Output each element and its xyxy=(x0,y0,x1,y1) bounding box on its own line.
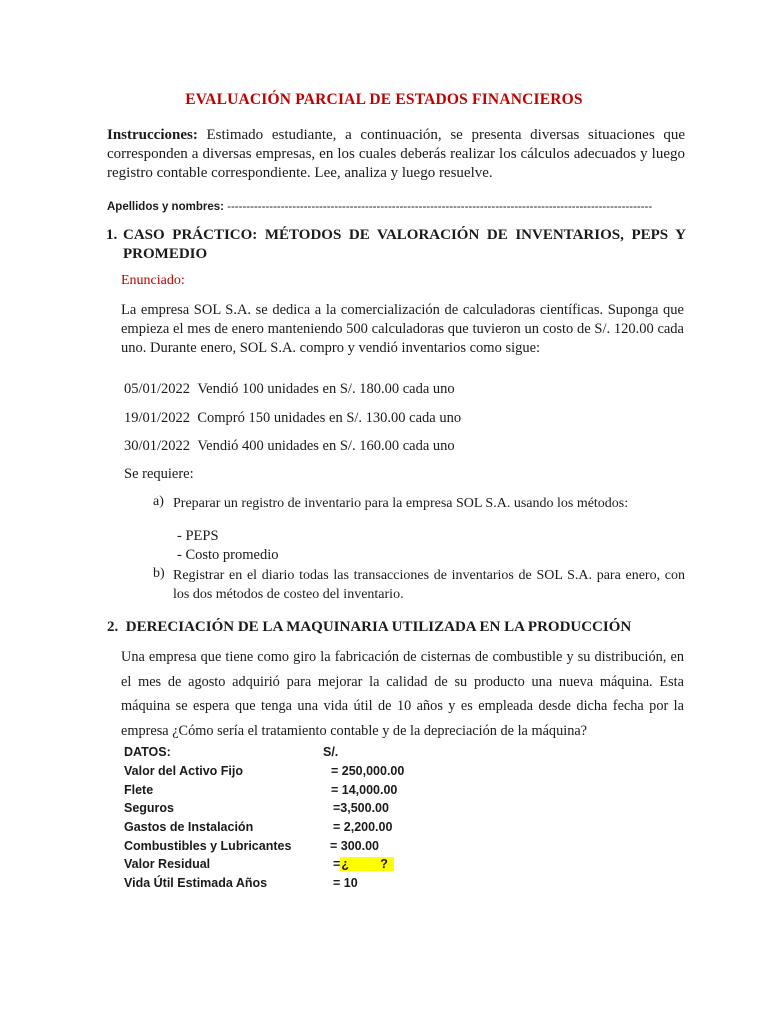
method-average-cost: - Costo promedio xyxy=(177,547,279,563)
data-row-value: = 10 xyxy=(333,876,358,890)
transaction-text: Vendió 400 unidades en S/. 160.00 cada uno xyxy=(197,438,455,454)
section1-title-line2: PROMEDIO xyxy=(123,246,208,262)
instructions-text: Estimado estudiante, a continuación, se presenta diversas situaciones que corresponden a diversas empresas, en los cuales deberás realizar los cálculos adecuados y luego registro contable correspondiente. Lee, analiza y luego resuelve. xyxy=(107,127,685,181)
section1-number: 1. xyxy=(106,227,118,243)
student-name-line xyxy=(107,201,652,213)
section1-statement: La empresa SOL S.A. se dedica a la comercialización de calculadoras científicas. Suponga que empieza el mes de enero manteniendo 500 calculadoras que tuvieron un costo de S/. 120.00 cada uno. Durante enero, SOL S.A. compro y vendió inventarios como sigue: xyxy=(121,302,684,356)
requirements-label: Se requiere: xyxy=(124,466,194,482)
section2-number: 2. xyxy=(107,619,119,635)
data-row-value: = 250,000.00 xyxy=(331,764,405,778)
transaction-date: 19/01/2022 xyxy=(124,410,191,426)
data-row-label: Valor Residual xyxy=(124,857,211,871)
data-row-value: = 2,200.00 xyxy=(333,820,393,834)
transaction-date: 05/01/2022 xyxy=(124,381,191,397)
residual-value-highlight: ¿ ? xyxy=(340,857,394,871)
document-title: EVALUACIÓN PARCIAL DE ESTADOS FINANCIEROS xyxy=(185,91,583,108)
requirement-a-label: a) xyxy=(153,494,164,509)
data-row-value: =3,500.00 xyxy=(333,801,389,815)
requirement-a-text: Preparar un registro de inventario para la empresa SOL S.A. usando los métodos: xyxy=(173,496,629,511)
transaction-row xyxy=(124,381,455,398)
residual-value-prefix: = xyxy=(333,857,341,871)
instructions xyxy=(107,126,685,183)
requirement-b-label: b) xyxy=(153,566,165,581)
data-row-value: = 300.00 xyxy=(330,839,380,853)
transaction-date: 30/01/2022 xyxy=(124,438,191,454)
data-row-label: Gastos de Instalación xyxy=(124,820,254,834)
method-peps: - PEPS xyxy=(177,528,219,544)
data-header-label: DATOS: xyxy=(124,745,171,759)
enunciado-label: Enunciado: xyxy=(121,273,185,288)
student-name-label: Apellidos y nombres: xyxy=(107,201,224,213)
section1-title: CASO PRÁCTICO: MÉTODOS DE VALORACIÓN DE INVENTARIOS, PEPS Y xyxy=(123,227,686,243)
data-header-currency: S/. xyxy=(323,745,339,759)
residual-value xyxy=(333,857,394,871)
data-row-label: Valor del Activo Fijo xyxy=(124,764,244,778)
transaction-row xyxy=(124,410,461,427)
transaction-row xyxy=(124,438,455,455)
data-row-value: = 14,000.00 xyxy=(331,783,398,797)
instructions-label: Instrucciones: xyxy=(107,127,198,143)
data-row-label: Vida Útil Estimada Años xyxy=(124,876,268,890)
data-row-label: Seguros xyxy=(124,801,175,815)
student-name-blank: --------------------------------------------------------------------------------------------------------------- xyxy=(223,201,653,213)
section2-statement: Una empresa que tiene como giro la fabricación de cisternas de combustible y su distribución, en el mes de agosto adquirió para mejorar la calidad de su producto una nueva máquina. Esta máquina se espera que tenga una vida útil de 10 años y es empleada desde dicha fecha por la empresa ¿Cómo sería el tratamiento contable y de la depreciación de la máquina? xyxy=(121,649,684,739)
transaction-text: Vendió 100 unidades en S/. 180.00 cada uno xyxy=(197,381,455,397)
section2-heading xyxy=(107,619,631,636)
transaction-text: Compró 150 unidades en S/. 130.00 cada uno xyxy=(197,410,462,426)
section2-title: DERECIACIÓN DE LA MAQUINARIA UTILIZADA EN LA PRODUCCIÓN xyxy=(125,619,632,635)
data-row-label: Flete xyxy=(124,783,154,797)
data-row-label: Combustibles y Lubricantes xyxy=(124,839,292,853)
requirement-b-text: Registrar en el diario todas las transacciones de inventarios de SOL S.A. para enero, con los dos métodos de costeo del inventario. xyxy=(173,568,685,602)
section1-heading xyxy=(106,226,686,264)
